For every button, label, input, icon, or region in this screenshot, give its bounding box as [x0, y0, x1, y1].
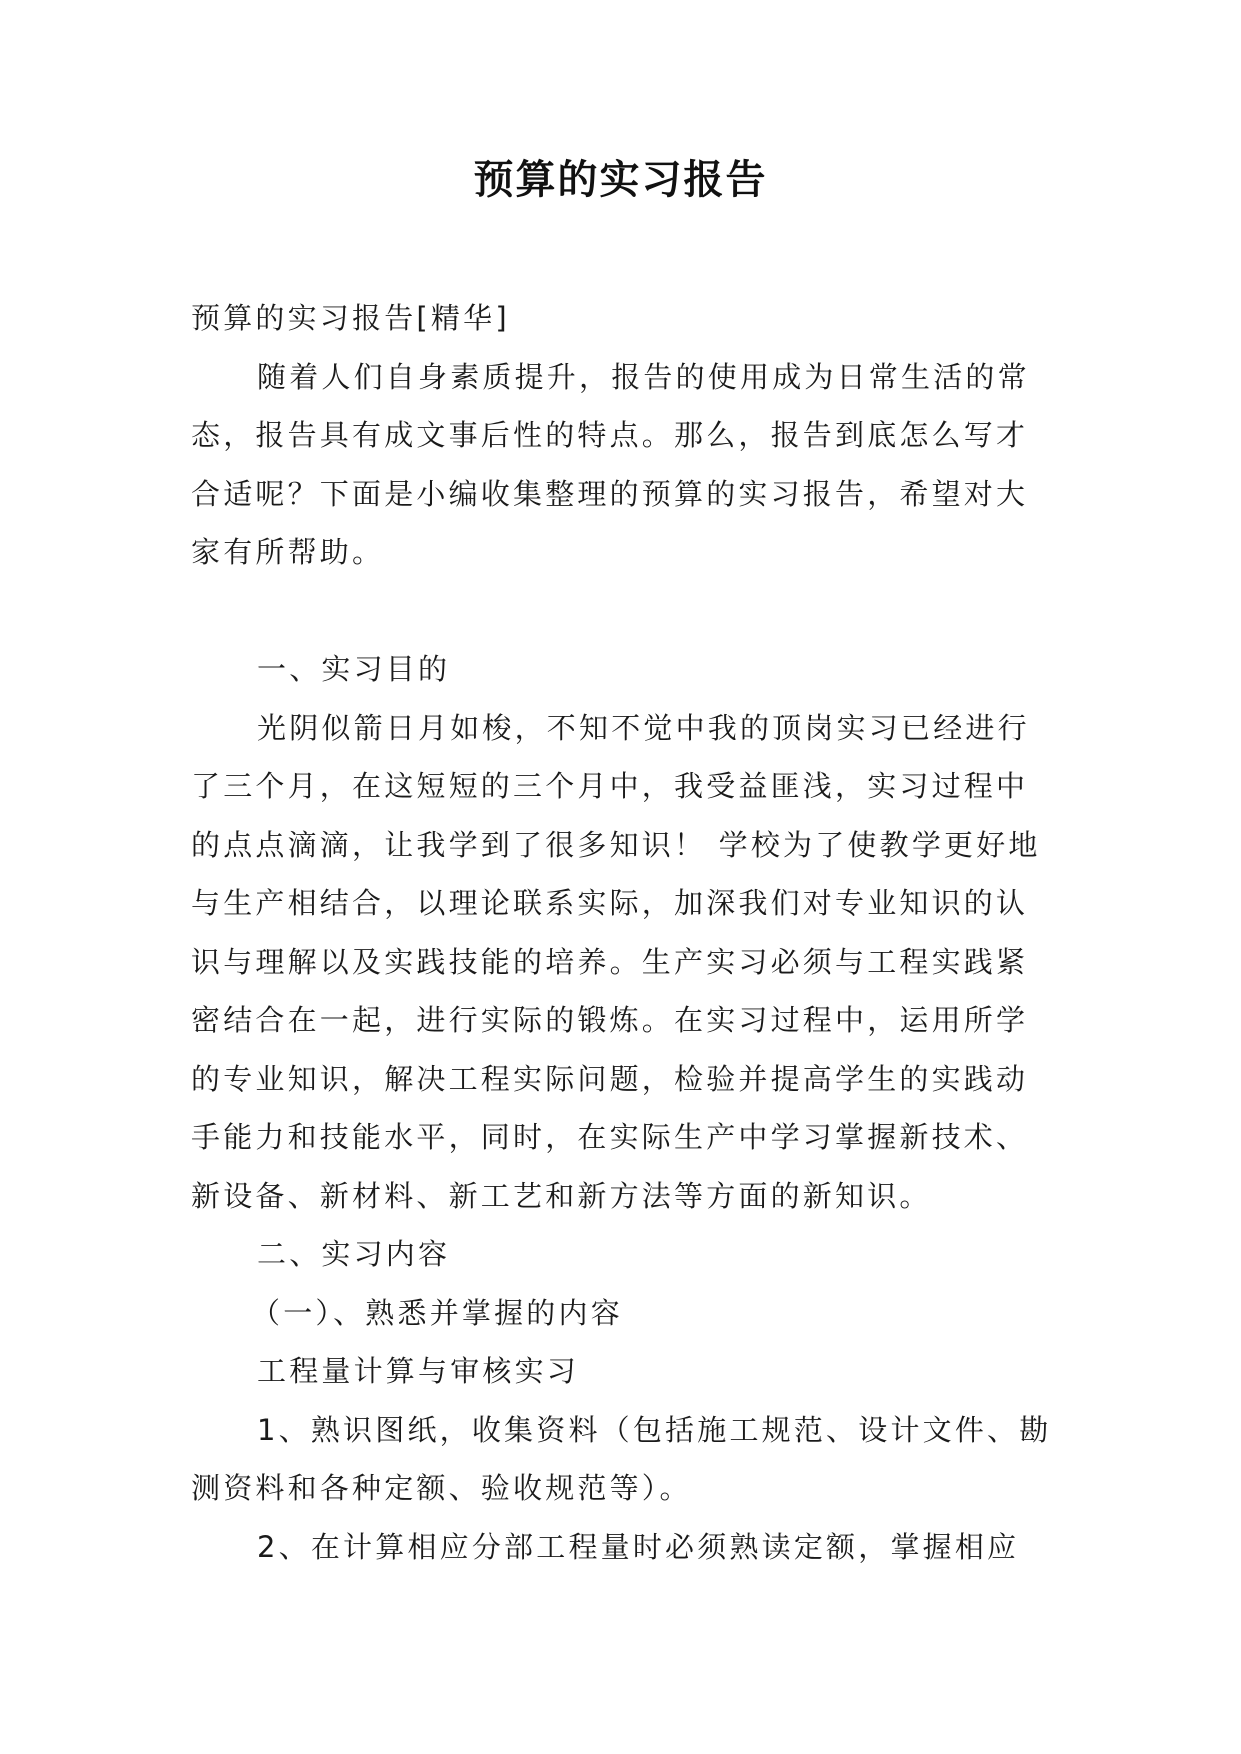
document-title: 预算的实习报告: [473, 156, 768, 203]
subsection1-heading: （一）、熟悉并掌握的内容: [251, 1295, 623, 1330]
section1-paragraph: 光阴似箭日月如梭，不知不觉中我的顶岗实习已经进行了三个月，在这短短的三个月中，我受益匪浅，实习过程中的点点滴滴，让我学到了很多知识！ 学校为了使教学更好地与生产相结合，以理论联系实际，加深我们对专业知识的认识与理解以及实践技能的培养。生产实习必须与工程实践紧密结合在一起，进行实际的锻炼。在实习过程中，运用所学的专业知识，解决工程实际问题，检验并提高学生的实践动手能力和技能水平，同时，在实际生产中学习掌握新技术、新设备、新材料、新工艺和新方法等方面的新知识。: [191, 710, 1041, 1213]
item-1: 1、熟识图纸，收集资料（包括施工规范、设计文件、勘测资料和各种定额、验收规范等）。: [191, 1412, 1052, 1505]
document-subtitle: 预算的实习报告[精华]: [191, 301, 510, 335]
blank-line: [191, 582, 1053, 641]
document-body: [191, 289, 1053, 1576]
item-2: 2、在计算相应分部工程量时必须熟读定额，掌握相应: [257, 1529, 1020, 1564]
item-heading: 工程量计算与审核实习: [257, 1354, 580, 1388]
section1-heading: 一、实习目的: [257, 652, 451, 686]
intro-paragraph: 随着人们自身素质提升，报告的使用成为日常生活的常态，报告具有成文事后性的特点。那么，报告到底怎么写才合适呢？下面是小编收集整理的预算的实习报告，希望对大家有所帮助。: [191, 359, 1030, 569]
section2-heading: 二、实习内容: [257, 1237, 451, 1271]
